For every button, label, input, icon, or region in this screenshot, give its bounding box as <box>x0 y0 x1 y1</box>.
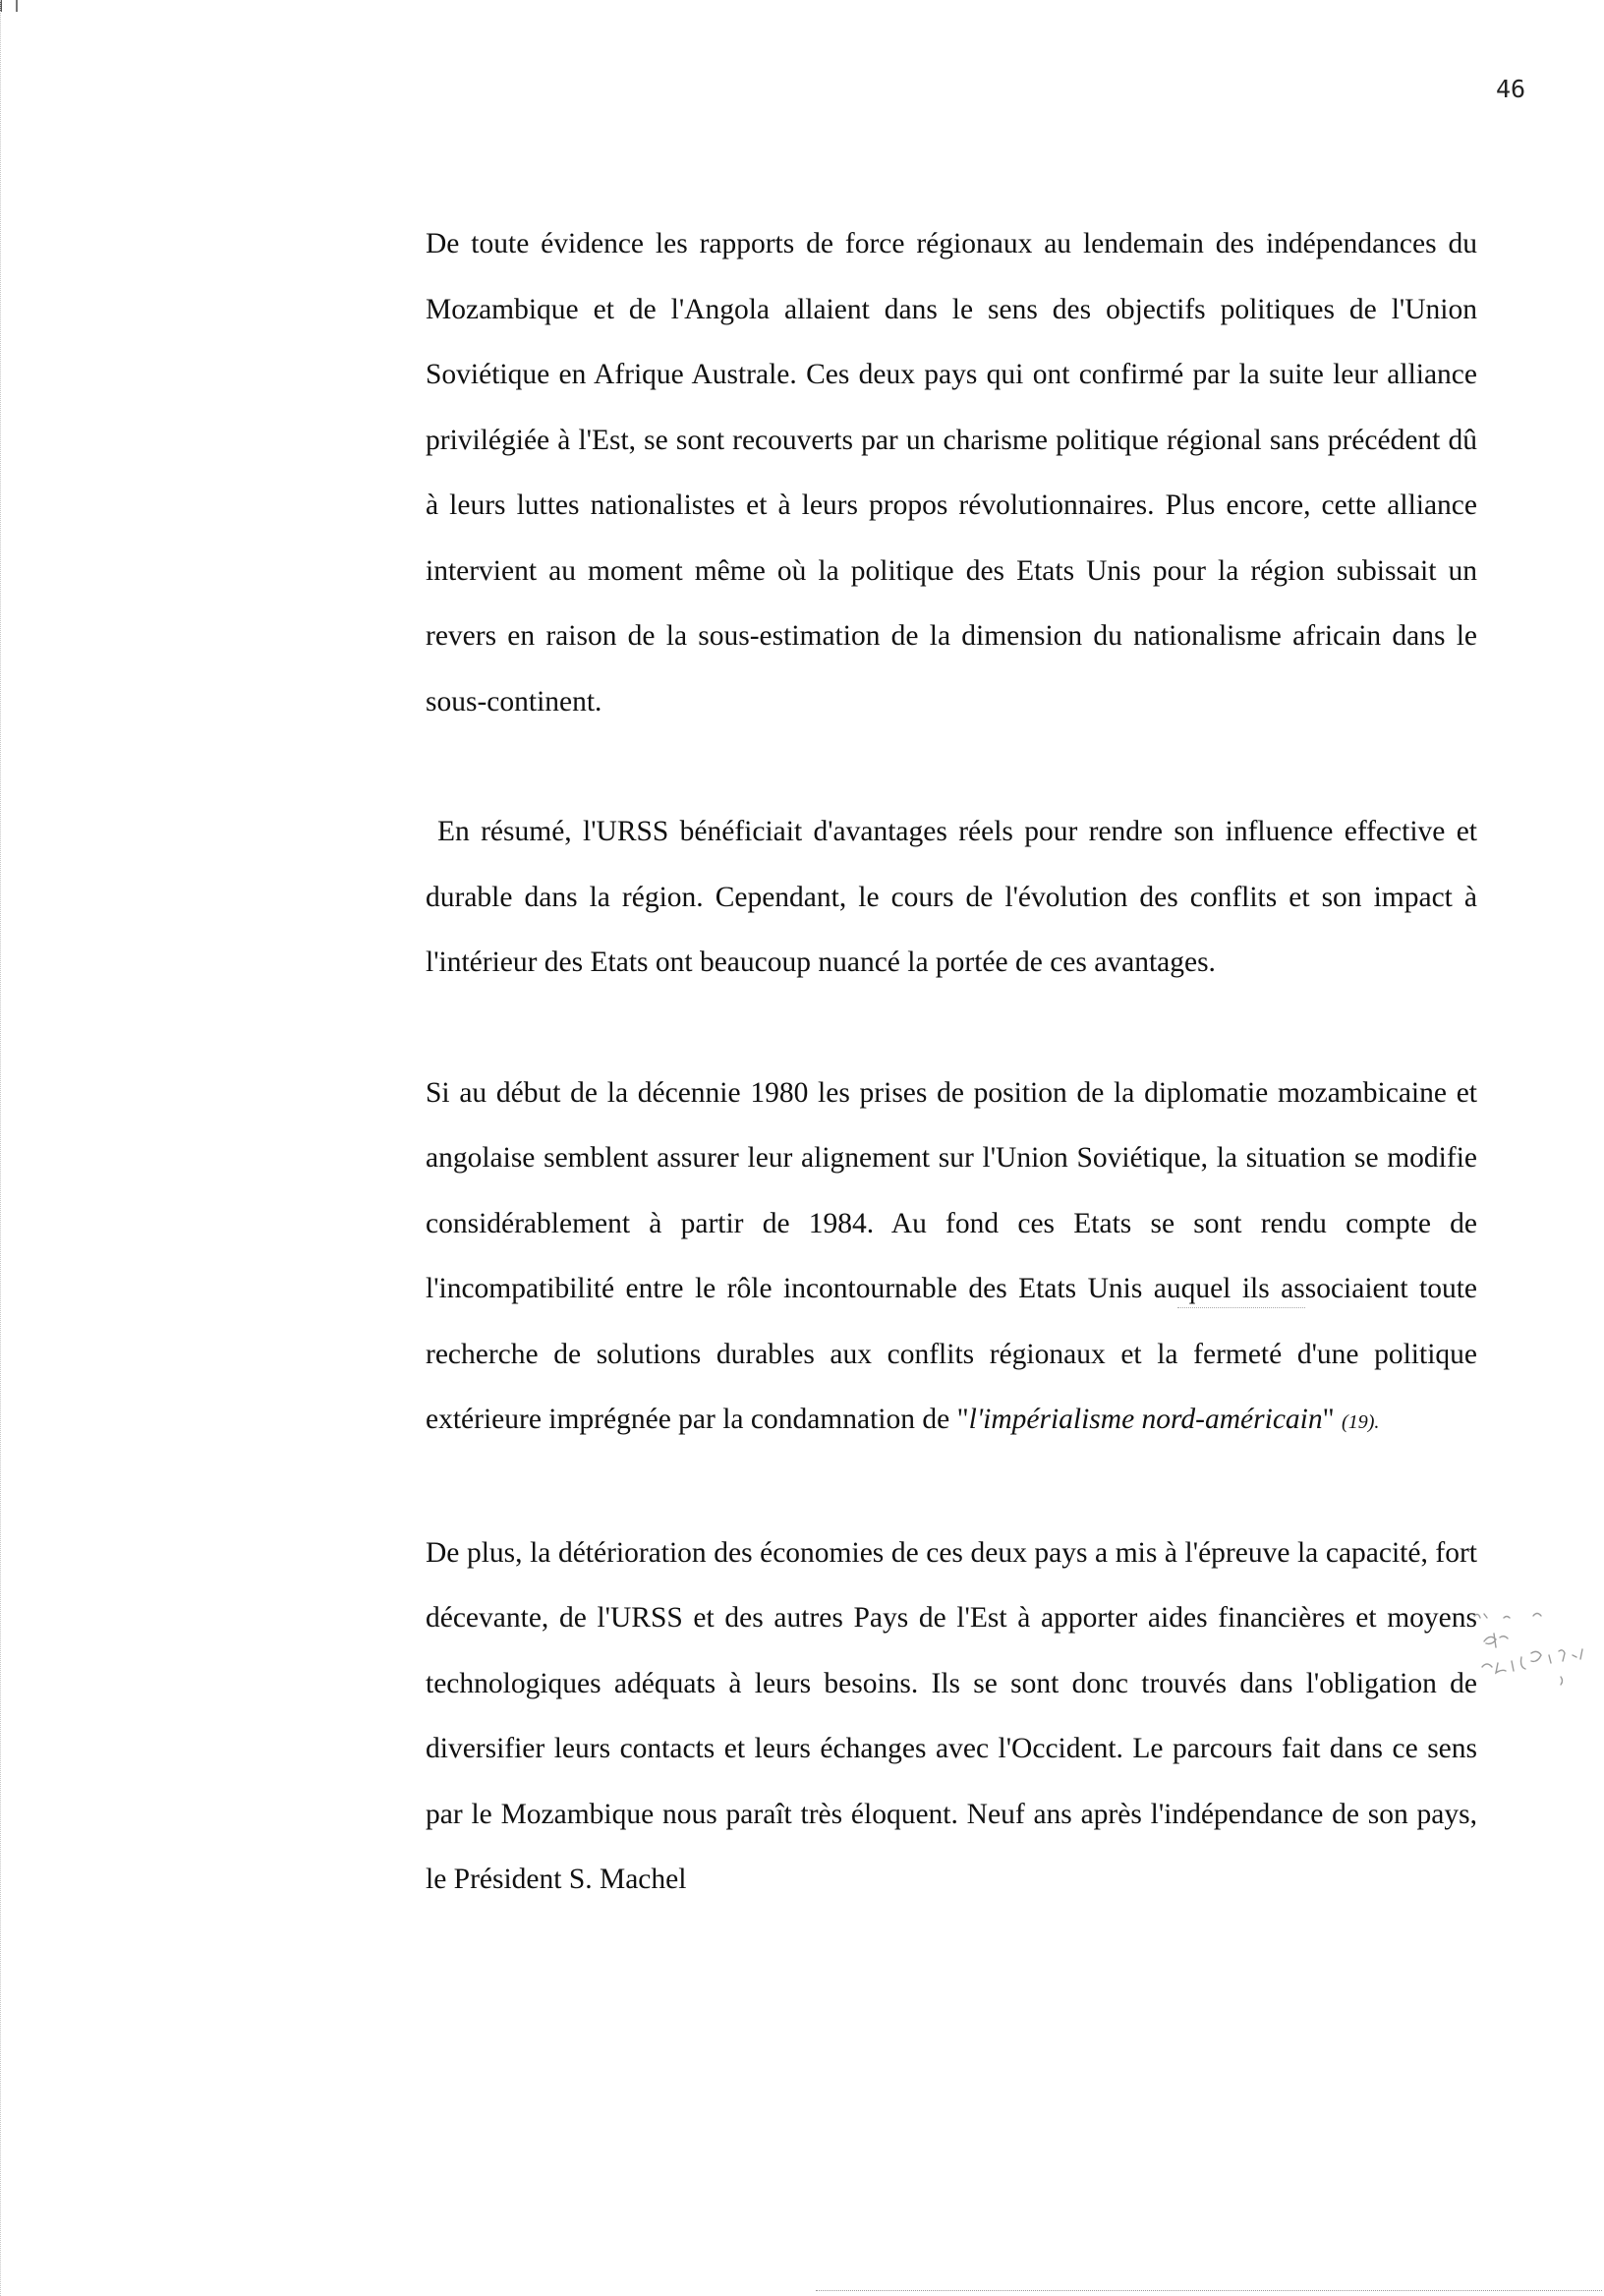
paragraph-4: De plus, la détérioration des économies de ces deux pays a mis à l'épreuve la capacité, fort décevante, de l'URSS et des autres Pays de l'Est à apporter aides financières et moyens technologiques adéquats à leurs besoins. Ils se sont donc trouvés dans l'obligation de diversifier leurs contacts et leurs échanges avec l'Occident. Le parcours fait dans ce sens par le Mozambique nous paraît très éloquent. Neuf ans après l'indépendance de son pays, le Président S. Machel <box>426 1536 1477 1895</box>
scan-edge-mark <box>0 0 13 2296</box>
paragraph-3 <box>426 1061 1477 1456</box>
body-text <box>426 211 1477 1913</box>
quoted-phrase: l'impérialisme nord-américain <box>968 1404 1323 1435</box>
quote-close: " <box>1322 1404 1343 1435</box>
paragraph-3-text: Si au début de la décennie 1980 les prises de position de la diplomatie mozambicaine et angolaise semblent assurer leur alignement sur l'Union Soviétique, la situation se modifie considérablement à partir de 1984. Au fond ces Etats se sont rendu compte de l'incompatibilité entre le rôle incontournable des Etats Unis auquel ils associaient toute recherche de solutions durables aux conflits régionaux et la fermeté d'une politique extérieure imprégnée par la condamnation de " <box>426 1076 1477 1435</box>
scan-bottom-edge <box>816 2290 1602 2293</box>
paragraph-1: De toute évidence les rapports de force régionaux au lendemain des indépendances du Mozambique et de l'Angola allaient dans le sens des objectifs politiques de l'Union Soviétique en Afrique Australe. Ces deux pays qui ont confirmé par la suite leur alliance privilégiée à l'Est, se sont recouverts par un charisme politique régional sans précédent dû à leurs luttes nationalistes et à leurs propos révolutionnaires. Plus encore, cette alliance intervient au moment même où la politique des Etats Unis pour la région subissait un revers en raison de la sous-estimation de la dimension du nationalisme africain dans le sous-continent. <box>426 228 1477 718</box>
handwritten-annotation <box>1464 1608 1602 1736</box>
footnote-reference: (19). <box>1342 1411 1380 1433</box>
paragraph-2: En résumé, l'URSS bénéficiait d'avantages réels pour rendre son influence effective et durable dans la région. Cependant, le cours de l'évolution des conflits et son impact à l'intérieur des Etats ont beaucoup nuancé la portée de ces avantages. <box>426 816 1477 978</box>
page-number: 46 <box>1496 75 1526 103</box>
pencil-underline-mark <box>1177 1307 1305 1308</box>
